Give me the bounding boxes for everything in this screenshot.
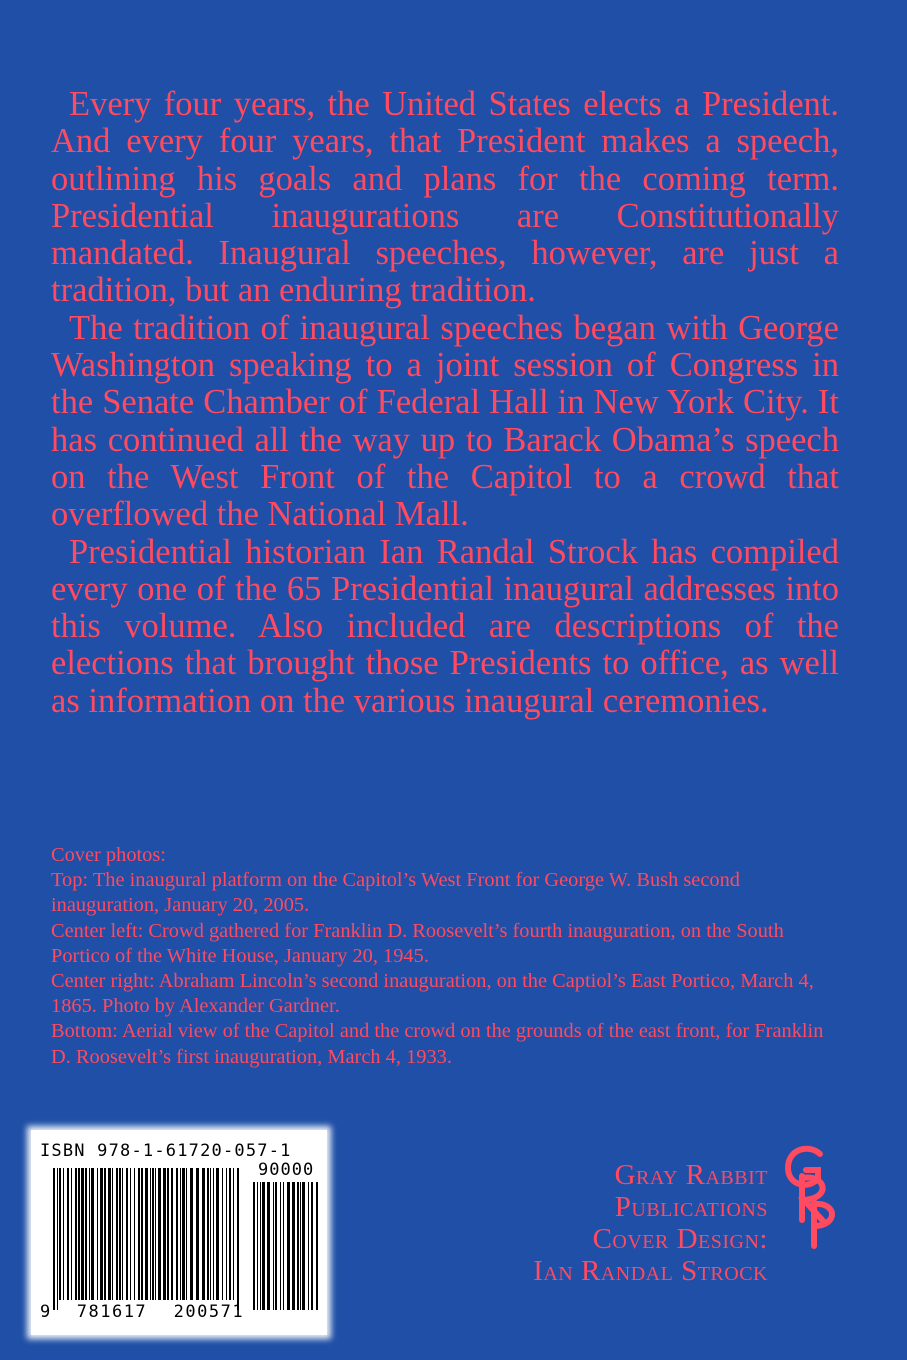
credit-center-right: Center right: Abraham Lincoln’s second inauguration, on the Captiol’s East Portico, March 4, 1865. Photo by Alexander Gardner.: [51, 970, 814, 1018]
barcode-bar: [112, 1168, 113, 1300]
barcode-bar: [138, 1168, 140, 1300]
barcode-bar: [207, 1168, 209, 1300]
barcode-bar: [81, 1168, 84, 1300]
barcode-bar: [222, 1168, 223, 1300]
isbn-label: ISBN 978-1-61720-057-1: [40, 1141, 292, 1161]
barcode-bar: [292, 1182, 295, 1310]
barcode-bar: [71, 1168, 72, 1300]
barcode-bar: [190, 1168, 193, 1300]
barcode-bar: [260, 1182, 261, 1310]
barcode-bar: [283, 1182, 284, 1310]
barcode-digits: [40, 1302, 244, 1322]
barcode-addon-digits: 90000: [258, 1160, 315, 1180]
barcode-bar: [233, 1168, 234, 1300]
publisher-line-4: Ian Randal Strock: [533, 1255, 768, 1287]
barcode-bar: [163, 1168, 166, 1300]
barcode-bar: [152, 1168, 154, 1300]
credits-heading: Cover photos:: [51, 844, 166, 866]
barcode-bar: [119, 1168, 121, 1300]
barcode-bar: [91, 1168, 94, 1300]
barcode-bar: [122, 1168, 123, 1300]
barcode-bar: [287, 1182, 290, 1310]
barcode-bar: [57, 1168, 58, 1310]
barcode-bar: [145, 1168, 148, 1300]
barcode-bar: [141, 1168, 143, 1300]
barcode-bar: [316, 1182, 318, 1310]
barcode-bar: [182, 1168, 185, 1300]
barcode-bar: [262, 1182, 265, 1310]
barcode-bar: [85, 1168, 87, 1300]
gray-rabbit-logo: [780, 1142, 842, 1250]
barcode-main-bars: [53, 1168, 239, 1310]
barcode-bar: [216, 1168, 219, 1300]
credit-bottom: Bottom: Aerial view of the Capitol and the crowd on the grounds of the east front, for Franklin D. Roosevelt’s first inauguration, March 4, 1933.: [51, 1020, 824, 1068]
barcode-right-digits: 200571: [173, 1302, 245, 1322]
barcode-bar: [53, 1168, 55, 1310]
barcode-bar: [78, 1168, 80, 1300]
publisher-line-1: Gray Rabbit: [614, 1159, 768, 1191]
barcode-bar: [167, 1168, 169, 1300]
barcode-bar: [308, 1182, 309, 1310]
barcode-bar: [300, 1182, 301, 1310]
cover-photo-credits: [51, 843, 841, 1070]
barcode-bar: [155, 1168, 156, 1300]
barcode-bar: [275, 1182, 277, 1310]
isbn-barcode: [31, 1130, 327, 1335]
barcode-bar: [180, 1168, 181, 1300]
barcode-bar: [311, 1182, 313, 1310]
barcode-bar: [75, 1168, 77, 1300]
barcode-bar: [134, 1168, 135, 1300]
barcode-bar: [237, 1168, 239, 1310]
barcode-first-digit: 9: [40, 1302, 51, 1322]
barcode-bar: [202, 1168, 205, 1300]
barcode-bar: [63, 1168, 64, 1300]
barcode-addon-bars: [253, 1182, 318, 1310]
barcode-bar: [104, 1168, 106, 1300]
credit-center-left: Center left: Crowd gathered for Franklin D. Roosevelt’s fourth inauguration, on the South Portico of the White House, January 20, 1945.: [51, 919, 784, 967]
barcode-bar: [267, 1182, 270, 1310]
barcode-bar: [130, 1168, 131, 1300]
barcode-bar: [253, 1182, 255, 1310]
barcode-bar: [126, 1168, 128, 1300]
barcode-bar: [89, 1168, 90, 1300]
barcode-bar: [186, 1168, 187, 1300]
barcode-bar: [210, 1168, 211, 1300]
barcode-left-digits: 781617: [76, 1302, 148, 1322]
barcode-bar: [213, 1168, 214, 1300]
publisher-line-3: Cover Design:: [592, 1223, 768, 1255]
barcode-bar: [176, 1168, 178, 1300]
barcode-bar: [297, 1182, 299, 1310]
barcode-bar: [226, 1168, 227, 1300]
blurb-paragraph-1: Every four years, the United States elects a President. And every four years, that President makes a speech, outlining his goals and plans for the coming term. Presidential inaugurations are Constitutionally mandated. Inaugural speeches, however, are just a tradition, but an enduring tradition.: [51, 85, 839, 310]
credit-top: Top: The inaugural platform on the Capitol’s West Front for George W. Bush second inauguration, January 20, 2005.: [51, 869, 740, 917]
barcode-bar: [171, 1168, 173, 1300]
barcode-bar: [67, 1168, 69, 1300]
barcode-bar: [97, 1168, 98, 1300]
publisher-line-2: Publications: [614, 1191, 768, 1223]
barcode-bar: [158, 1168, 161, 1300]
blurb-paragraph-2: The tradition of inaugural speeches began with George Washington speaking to a joint session of Congress in the Senate Chamber of Federal Hall in New York City. It has continued all the way up to Barack Obama’s speech on the West Front of the Capitol to a crowd that overflowed the National Mall.: [51, 308, 839, 534]
publisher-credit: [533, 1159, 768, 1287]
barcode-bar: [273, 1182, 274, 1310]
blurb-paragraph-3: Presidential historian Ian Randal Strock has compiled every one of the 65 Presidential inaugural addresses into this volume. Also included are descriptions of the elections that brought those Presidents to office, as well as information on the various inaugural ceremonies.: [51, 532, 839, 720]
barcode-bar: [59, 1168, 61, 1300]
barcode-bar: [108, 1168, 111, 1300]
barcode-bar: [302, 1182, 305, 1310]
barcode-bar: [116, 1168, 118, 1300]
barcode-bar: [196, 1168, 199, 1300]
barcode-bar: [229, 1168, 231, 1300]
barcode-bar: [100, 1168, 103, 1300]
barcode-bar: [150, 1168, 151, 1300]
back-cover-blurb: [51, 86, 839, 720]
barcode-bar: [280, 1182, 281, 1310]
barcode-bar: [257, 1182, 258, 1310]
